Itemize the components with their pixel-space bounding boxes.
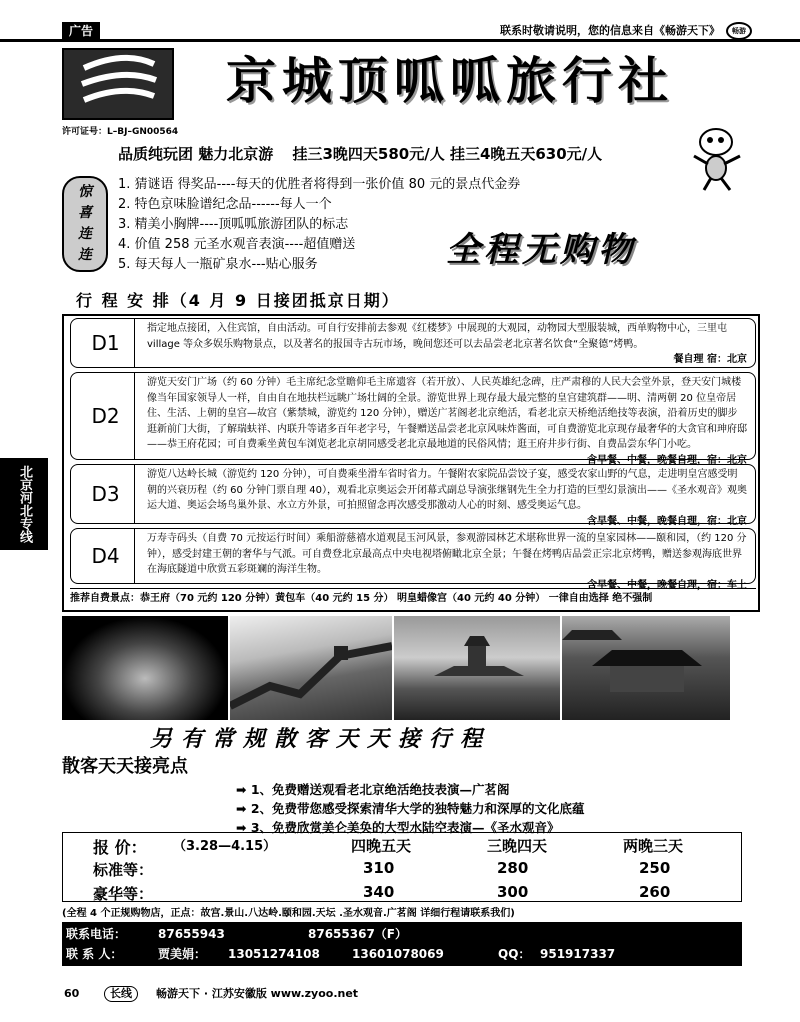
- day-meal: 含早餐、中餐，晚餐自理，宿：车上: [587, 579, 747, 591]
- highlight-item: ➡ 3、免费欣赏美仑美奂的大型水陆空表演—《圣水观音》: [236, 820, 560, 835]
- highlight-item: ➡ 2、免费带您感受探索清华大学的独特魅力和深厚的文化底蕴: [236, 801, 585, 816]
- price-row-label: 标准等：: [93, 861, 154, 879]
- day-text: 指定地点接团，入住宾馆，自由活动。可自行安排前去参观《红楼梦》中展现的大观园，动物园大型服装城，西单购物中心，三里屯 village 等众多娱乐购物景点，以及著名的报国寺古玩市场，晚间您还可以去品尝老北京著名饮食“全聚德”烤鸭。: [147, 323, 727, 350]
- agency-title: 京城顶呱呱旅行社: [226, 51, 674, 110]
- day-text: 游览八达岭长城（游览约 120 分钟），可自费乘坐滑车省时省力。午餐附农家院品尝饺子宴，感受农家山野的气息，走进明皇宫感受明朝的兴衰历程（约 60 分钟门票自理 40），观看北京奥运会开闭幕式副总导演张继钢先生全力打造的巨型幻景演出——《圣水观音》观奥运大道、奥运会场鸟巢外景、水立方外景，可拍照留念再次感受那激动人心的时刻、感受奥运气息。: [147, 469, 747, 511]
- mobile-number: 13051274108: [228, 947, 320, 961]
- price-value: 300: [497, 883, 529, 901]
- perk-item: 3. 精美小胸牌----顶呱呱旅游团队的标志: [118, 217, 349, 232]
- highlights-list: [236, 780, 585, 837]
- phone-label: 联系电话：: [66, 927, 127, 941]
- regular-tour-title: 另有常规散客天天接行程: [150, 727, 492, 752]
- price-value: 280: [497, 859, 529, 877]
- day-description: [147, 531, 747, 593]
- photo-summer-palace: [394, 616, 560, 720]
- mobile-number: 13601078069: [352, 947, 444, 961]
- surprise-char: 连: [78, 247, 92, 263]
- tour-headline: [118, 143, 602, 164]
- surprise-badge: [62, 176, 108, 272]
- highlight-item: ➡ 1、免费赠送观看老北京绝活绝技表演—广茗阁: [236, 782, 510, 797]
- price-value: 340: [363, 883, 395, 901]
- day-text: 游览天安门广场（约 60 分钟）毛主席纪念堂瞻仰毛主席遗容（若开放）、人民英雄纪念碑，庄严肃穆的人民大会堂外景，登天安门城楼像当年国家领导人一样，自由自在地扶栏远眺广场壮阔的全景。游览世界上现存最大最完整的皇宫建筑群——明、清两朝 20 位皇帝居住、生活、上朝的皇宫—故宫（紫禁城，游览约 120 分钟），赠送广茗阁老北京绝活，看老北京天桥绝活绝技等表演，沿着历史的脚步逛新前门大街，了解瑞蚨祥、内联升等诸多百年老字号，午餐赠送品尝老北京风味炸酱面，可自费游览北京现存最奢华的大贪官和珅府邸——恭王府花园；可自费乘坐黄包车浏览老北京胡同感受老北京最地道的民俗风情；逛王府井步行街、自费品尝东华门小吃。: [147, 377, 747, 450]
- price-value: 310: [363, 859, 395, 877]
- phone-number: 87655943: [158, 927, 225, 941]
- fax-number: 87655367（F）: [308, 927, 407, 941]
- contact-person: 贾美娟：: [158, 947, 207, 961]
- photo-great-wall: [230, 616, 392, 720]
- day-row: [70, 464, 756, 527]
- headline-text: 品质纯玩团 魅力北京游: [118, 145, 274, 163]
- day-label: D2: [77, 373, 135, 459]
- footer: [64, 984, 444, 1004]
- day-label: D1: [77, 319, 135, 367]
- day-row: [70, 372, 756, 466]
- day-meal: 餐自理 宿：北京: [673, 354, 747, 365]
- price-column-header: 四晚五天: [351, 837, 412, 855]
- mascot-icon: [686, 126, 748, 192]
- agency-logo-icon: [62, 48, 174, 120]
- day-description: [147, 321, 747, 368]
- day-meal: 含早餐、中餐，晚餐自理，宿：北京: [587, 515, 747, 527]
- day-meal: 含早餐、中餐，晚餐自理，宿：北京: [587, 454, 747, 466]
- photo-strip: [62, 616, 730, 720]
- perk-item: 4. 价值 258 元圣水观音表演----超值赠送: [118, 237, 356, 252]
- contact-bar: [62, 922, 742, 966]
- surprise-char: 惊: [78, 184, 92, 200]
- no-shopping-slogan: 全程无购物: [446, 230, 636, 270]
- itinerary-title: 行 程 安 排（4 月 9 日接团抵京日期）: [76, 291, 400, 310]
- price-b: 挂三4晚五天630元/人: [449, 145, 603, 163]
- price-column-header: 两晚三天: [623, 837, 684, 855]
- day-label: D4: [77, 529, 135, 583]
- perk-item: 5. 每天每人一瓶矿泉水---贴心服务: [118, 257, 318, 272]
- day-text: 万寿寺码头（自费 70 元按运行时间）乘船游慈禧水道观昆玉河风景，参观游园林艺术堪称世界一流的皇家园林——颐和园，（约 120 分钟），感受封建王朝的奢华与气派。可自费登北京最高点中央电视塔俯瞰北京全景；午餐在烤鸭店品尝正宗北京烤鸭，赠送参观海底世界在海底隧道中欣赏五彩斑斓的海洋生物。: [147, 533, 747, 575]
- page-number: 60: [64, 987, 80, 1000]
- ad-tag: 广告: [62, 22, 100, 40]
- day-row: [70, 318, 756, 368]
- shopping-note: (全程 4 个正规购物店，正点：故宫.景山.八达岭.颐和园.天坛 .圣水观音.广茗阁 详细行程请联系我们): [62, 908, 515, 919]
- price-table: [62, 832, 742, 902]
- surprise-char: 喜: [78, 205, 92, 221]
- photo-guanyin-performance: [62, 616, 228, 720]
- contact-person-label: 联 系 人：: [66, 947, 123, 961]
- price-value: 250: [639, 859, 671, 877]
- perk-item: 1. 猜谜语 得奖品----每天的优胜者将得到一张价值 80 元的景点代金券: [118, 177, 521, 192]
- qq-number: 951917337: [540, 947, 616, 961]
- itinerary-table: [62, 314, 760, 612]
- price-a: 挂三3晚四天580元/人: [292, 145, 445, 163]
- publication-name: 畅游天下 · 江苏安徽版 www.zyoo.net: [156, 987, 359, 1000]
- day-description: [147, 467, 747, 529]
- price-row-label: 豪华等：: [93, 885, 154, 903]
- side-tab: 北京河北专线: [0, 458, 48, 550]
- price-value: 260: [639, 883, 671, 901]
- day-label: D3: [77, 465, 135, 523]
- section-tag: 长线: [104, 986, 138, 1002]
- perk-item: 2. 特色京味脸谱纪念品------每人一个: [118, 197, 332, 212]
- price-column-header: 三晚四天: [487, 837, 548, 855]
- highlights-title: 散客天天接亮点: [62, 756, 188, 777]
- price-label: 报 价：: [93, 838, 147, 857]
- qq-label: QQ：: [498, 947, 531, 961]
- photo-forbidden-city: [562, 616, 730, 720]
- price-period: （3.28—4.15）: [173, 839, 277, 854]
- recommended-optional-sights: 推荐自费景点：恭王府（70 元约 120 分钟）黄包车（40 元约 15 分） 明皇蜡像宫（40 元约 40 分钟） 一律自由选择 绝不强制: [70, 588, 756, 609]
- day-description: [147, 375, 747, 468]
- publication-logo: 畅游: [726, 22, 752, 40]
- license-number: 许可证号：L–BJ–GN00564: [62, 127, 179, 137]
- top-note: 联系时敬请说明，您的信息来自《畅游天下》: [500, 24, 720, 37]
- surprise-char: 连: [78, 226, 92, 242]
- day-row: [70, 528, 756, 591]
